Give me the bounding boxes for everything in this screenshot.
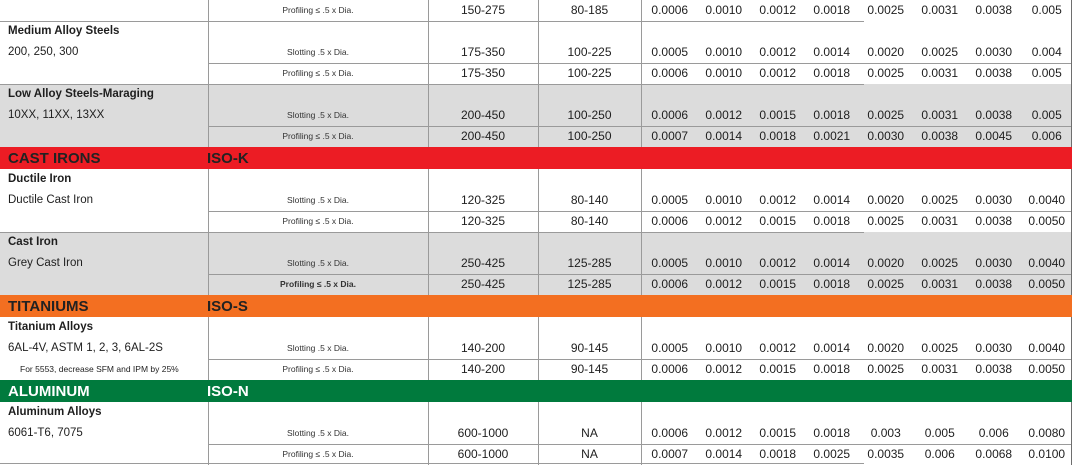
feed-cell: 0.0007 (651, 129, 689, 143)
feed-cell: 0.0038 (975, 362, 1013, 376)
feed-cell: 0.005 (1031, 66, 1062, 80)
column-divider (538, 169, 539, 295)
feed-cell: 0.0018 (813, 362, 851, 376)
operation-cell: Profiling ≤ .5 x Dia. (282, 5, 354, 15)
feed-cell: 0.0038 (921, 129, 959, 143)
sfm-cell: 175-350 (460, 45, 506, 59)
ipm-cell: 100-225 (567, 45, 612, 59)
feed-cell: 0.0015 (759, 108, 797, 122)
feed-cell: 0.0005 (651, 256, 689, 270)
table-row (0, 359, 1072, 380)
feed-cell: 0.0010 (705, 66, 743, 80)
feed-cell: 0.0018 (759, 447, 797, 461)
feed-cell: 0.0025 (813, 447, 851, 461)
table-row (0, 105, 1072, 126)
material-name: Aluminum Alloys (8, 406, 102, 418)
row-divider (0, 21, 864, 22)
sfm-cell: 150-275 (460, 3, 506, 17)
feed-cell: 0.0018 (813, 108, 851, 122)
feed-cell: 0.0012 (705, 108, 743, 122)
feed-cell: 0.0014 (813, 341, 851, 355)
section-band (0, 295, 1072, 317)
ipm-cell: NA (581, 447, 598, 461)
feed-cell: 0.0014 (813, 193, 851, 207)
feed-cell: 0.0018 (813, 214, 851, 228)
column-divider (538, 317, 539, 380)
feed-cell: 0.0006 (651, 3, 689, 17)
feed-cell: 0.0030 (975, 45, 1013, 59)
feed-cell: 0.0012 (705, 362, 743, 376)
column-divider (208, 169, 209, 295)
feed-cell: 0.0031 (921, 66, 959, 80)
material-grades: Ductile Cast Iron (8, 194, 94, 206)
material-name: Medium Alloy Steels (8, 25, 120, 37)
material-group (0, 402, 1072, 465)
feed-cell: 0.0005 (651, 341, 689, 355)
operation-cell: Profiling ≤ .5 x Dia. (282, 131, 354, 141)
operation-cell: Slotting .5 x Dia. (287, 428, 349, 438)
feed-cell: 0.0031 (921, 214, 959, 228)
feed-cell: 0.0006 (651, 277, 689, 291)
table-row (0, 211, 1072, 232)
feed-cell: 0.0010 (705, 193, 743, 207)
feed-cell: 0.0025 (921, 341, 959, 355)
feed-cell: 0.0014 (705, 129, 743, 143)
feed-cell: 0.0018 (813, 277, 851, 291)
feed-cell: 0.0010 (705, 45, 743, 59)
feed-cell: 0.0020 (867, 341, 905, 355)
feed-cell: 0.0012 (705, 426, 743, 440)
feed-cell: 0.0012 (759, 45, 797, 59)
sfm-cell: 175-350 (460, 66, 506, 80)
table-row (0, 274, 1072, 295)
sfm-cell: 250-425 (460, 256, 506, 270)
feed-cell: 0.003 (870, 426, 901, 440)
feed-cell: 0.004 (1031, 45, 1062, 59)
feed-cell: 0.0025 (867, 66, 905, 80)
table-row (0, 253, 1072, 274)
feed-cell: 0.0031 (921, 108, 959, 122)
material-name: Titanium Alloys (8, 321, 93, 333)
feed-cell: 0.0018 (759, 129, 797, 143)
operation-cell: Profiling ≤ .5 x Dia. (282, 68, 354, 78)
iso-code: ISO-N (207, 383, 249, 400)
column-divider (641, 402, 642, 465)
material-group (0, 317, 1072, 380)
table-row (0, 190, 1072, 211)
sfm-cell: 120-325 (460, 214, 506, 228)
section-band (0, 380, 1072, 402)
feed-cell: 0.0018 (813, 426, 851, 440)
sfm-cell: 250-425 (460, 277, 506, 291)
feed-cell: 0.0014 (813, 256, 851, 270)
feed-cell: 0.0012 (759, 66, 797, 80)
feed-cell: 0.0031 (921, 3, 959, 17)
material-grades: 10XX, 11XX, 13XX (8, 109, 105, 121)
feed-cell: 0.0050 (1028, 362, 1066, 376)
material-group (0, 21, 1072, 84)
table-row (0, 63, 1072, 84)
material-name: Cast Iron (8, 236, 58, 248)
sfm-cell: 140-200 (460, 341, 506, 355)
row-divider (208, 274, 1072, 275)
feed-cell: 0.0080 (1028, 426, 1066, 440)
material-grades: 200, 250, 300 (8, 46, 79, 58)
sfm-cell: 600-1000 (457, 447, 509, 461)
feed-cell: 0.0038 (975, 108, 1013, 122)
feed-cell: 0.0025 (921, 256, 959, 270)
feed-cell: 0.0006 (651, 108, 689, 122)
column-divider (208, 317, 209, 380)
feed-cell: 0.0015 (759, 277, 797, 291)
feed-cell: 0.0014 (813, 45, 851, 59)
row-divider (0, 232, 864, 233)
material-group (0, 84, 1072, 147)
ipm-cell: 80-185 (570, 3, 609, 17)
feed-cell: 0.0012 (759, 193, 797, 207)
table-row (0, 0, 1072, 21)
iso-code: ISO-K (207, 150, 249, 167)
section-title: ALUMINUM (8, 383, 90, 400)
feed-cell: 0.005 (924, 426, 955, 440)
table-row (0, 338, 1072, 359)
feed-cell: 0.0020 (867, 193, 905, 207)
material-name: Ductile Iron (8, 173, 72, 185)
sfm-cell: 200-450 (460, 129, 506, 143)
operation-cell: Slotting .5 x Dia. (287, 258, 349, 268)
feed-cell: 0.0038 (975, 214, 1013, 228)
feed-cell: 0.0050 (1028, 277, 1066, 291)
feed-cell: 0.0030 (975, 341, 1013, 355)
row-divider (208, 444, 1072, 445)
feed-cell: 0.0038 (975, 66, 1013, 80)
feed-cell: 0.0100 (1028, 447, 1066, 461)
column-divider (538, 0, 539, 147)
row-divider (208, 211, 1072, 212)
sfm-cell: 120-325 (460, 193, 506, 207)
feed-cell: 0.0030 (975, 256, 1013, 270)
feed-cell: 0.0015 (759, 362, 797, 376)
feed-cell: 0.0025 (867, 362, 905, 376)
row-divider (208, 63, 1072, 64)
feed-cell: 0.0005 (651, 193, 689, 207)
feed-cell: 0.006 (1031, 129, 1062, 143)
column-divider (208, 0, 209, 147)
ipm-cell: 90-145 (570, 362, 609, 376)
feed-cell: 0.0040 (1028, 256, 1066, 270)
sfm-cell: 140-200 (460, 362, 506, 376)
material-grades: Grey Cast Iron (8, 257, 83, 269)
column-divider (538, 402, 539, 465)
feed-cell: 0.0038 (975, 277, 1013, 291)
ipm-cell: 90-145 (570, 341, 609, 355)
operation-cell: Slotting .5 x Dia. (287, 195, 349, 205)
feed-cell: 0.0040 (1028, 193, 1066, 207)
feed-cell: 0.0018 (813, 66, 851, 80)
sfm-cell: 600-1000 (457, 426, 509, 440)
table-row (0, 444, 1072, 465)
ipm-cell: 100-250 (567, 108, 612, 122)
row-divider (0, 84, 864, 85)
feed-cell: 0.0031 (921, 362, 959, 376)
feed-cell: 0.0010 (705, 3, 743, 17)
feed-cell: 0.0025 (867, 3, 905, 17)
feed-cell: 0.0006 (651, 426, 689, 440)
feed-cell: 0.0050 (1028, 214, 1066, 228)
operation-cell: Profiling ≤ .5 x Dia. (282, 364, 354, 374)
material-grades: 6061-T6, 7075 (8, 427, 83, 439)
feed-cell: 0.0025 (867, 214, 905, 228)
table-row (0, 126, 1072, 147)
column-divider (428, 169, 429, 295)
feed-cell: 0.0040 (1028, 341, 1066, 355)
feed-cell: 0.0010 (705, 256, 743, 270)
feed-cell: 0.0012 (759, 341, 797, 355)
ipm-cell: 125-285 (567, 256, 612, 270)
ipm-cell: 80-140 (570, 193, 609, 207)
material-group (0, 232, 1072, 295)
feed-cell: 0.0025 (921, 45, 959, 59)
iso-code: ISO-S (207, 298, 248, 315)
feed-cell: 0.0010 (705, 341, 743, 355)
row-divider (208, 126, 1072, 127)
table-row (0, 42, 1072, 63)
feed-cell: 0.0015 (759, 214, 797, 228)
feed-cell: 0.0007 (651, 447, 689, 461)
feed-cell: 0.0021 (813, 129, 851, 143)
feed-cell: 0.0030 (867, 129, 905, 143)
ipm-cell: 100-225 (567, 66, 612, 80)
material-note: For 5553, decrease SFM and IPM by 25% (20, 364, 179, 374)
section-band (0, 147, 1072, 169)
material-grades: 6AL-4V, ASTM 1, 2, 3, 6AL-2S (8, 342, 163, 354)
feed-cell: 0.0006 (651, 362, 689, 376)
feed-cell: 0.0014 (705, 447, 743, 461)
ipm-cell: 80-140 (570, 214, 609, 228)
operation-cell: Profiling ≤ .5 x Dia. (280, 279, 356, 289)
material-group (0, 0, 1072, 21)
sfm-cell: 200-450 (460, 108, 506, 122)
operation-cell: Slotting .5 x Dia. (287, 343, 349, 353)
table-row (0, 423, 1072, 444)
feed-cell: 0.005 (1031, 108, 1062, 122)
ipm-cell: 125-285 (567, 277, 612, 291)
feed-cell: 0.0025 (867, 277, 905, 291)
feed-cell: 0.0015 (759, 426, 797, 440)
column-divider (641, 169, 642, 295)
column-divider (641, 317, 642, 380)
column-divider (428, 317, 429, 380)
feed-cell: 0.0035 (867, 447, 905, 461)
column-divider (641, 0, 642, 147)
feed-cell: 0.0018 (813, 3, 851, 17)
feed-cell: 0.0012 (759, 3, 797, 17)
feed-cell: 0.0025 (867, 108, 905, 122)
feed-cell: 0.0038 (975, 3, 1013, 17)
feed-cell: 0.0020 (867, 256, 905, 270)
feed-cell: 0.0005 (651, 45, 689, 59)
feed-cell: 0.0020 (867, 45, 905, 59)
feed-cell: 0.006 (924, 447, 955, 461)
feed-cell: 0.005 (1031, 3, 1062, 17)
feed-cell: 0.0006 (651, 214, 689, 228)
feed-cell: 0.0031 (921, 277, 959, 291)
feed-cell: 0.0012 (705, 214, 743, 228)
section-title: CAST IRONS (8, 150, 101, 167)
feed-cell: 0.0006 (651, 66, 689, 80)
feed-cell: 0.006 (978, 426, 1009, 440)
column-divider (428, 0, 429, 147)
column-divider (208, 402, 209, 465)
ipm-cell: NA (581, 426, 598, 440)
operation-cell: Profiling ≤ .5 x Dia. (282, 216, 354, 226)
operation-cell: Slotting .5 x Dia. (287, 110, 349, 120)
operation-cell: Profiling ≤ .5 x Dia. (282, 449, 354, 459)
section-title: TITANIUMS (8, 298, 89, 315)
table-bottom-border (0, 463, 864, 464)
feed-cell: 0.0030 (975, 193, 1013, 207)
column-divider (428, 402, 429, 465)
operation-cell: Slotting .5 x Dia. (287, 47, 349, 57)
material-name: Low Alloy Steels-Maraging (8, 88, 154, 100)
feed-cell: 0.0012 (759, 256, 797, 270)
material-group (0, 169, 1072, 232)
feed-cell: 0.0068 (975, 447, 1013, 461)
feed-cell: 0.0025 (921, 193, 959, 207)
feed-cell: 0.0045 (975, 129, 1013, 143)
feed-cell: 0.0012 (705, 277, 743, 291)
ipm-cell: 100-250 (567, 129, 612, 143)
row-divider (208, 359, 1072, 360)
